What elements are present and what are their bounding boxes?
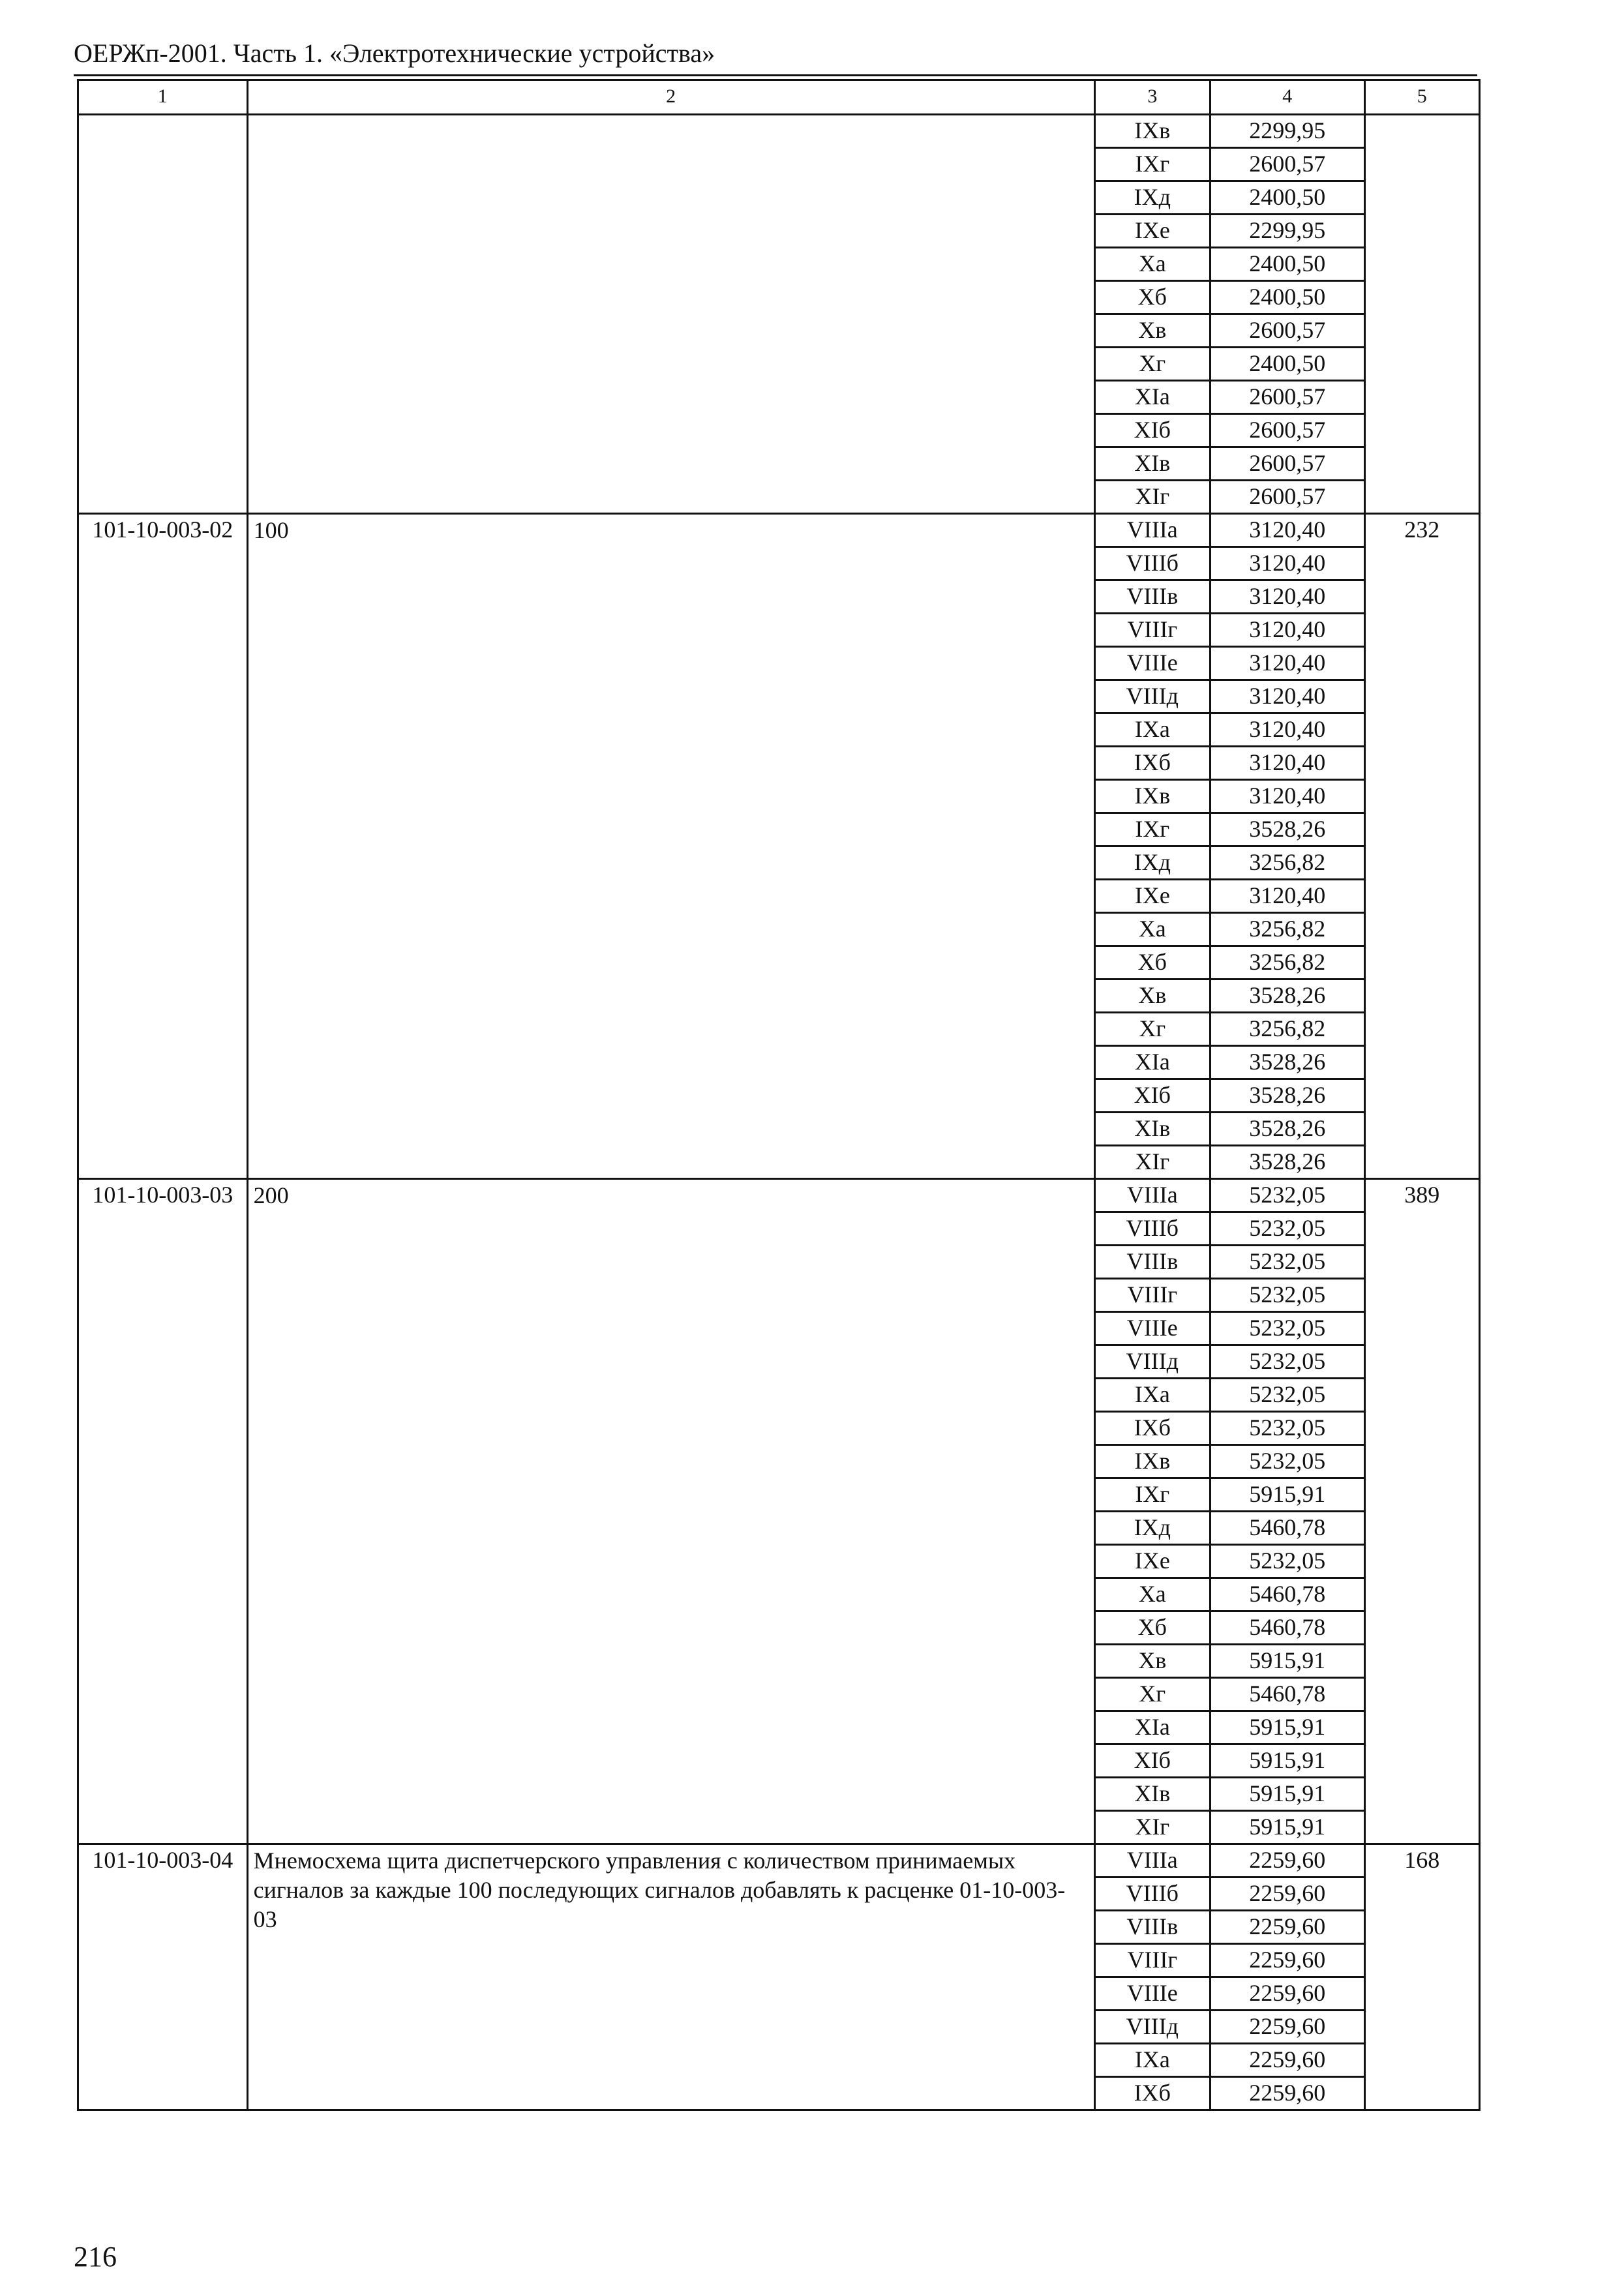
item-code: 101-10-003-03 (78, 1179, 248, 1844)
zone-class: Xа (1094, 248, 1210, 281)
zone-class: XIа (1094, 1711, 1210, 1744)
price-value: 3120,40 (1210, 747, 1365, 780)
column-header-5: 5 (1364, 80, 1479, 115)
zone-class: Xг (1094, 348, 1210, 381)
zone-class: XIб (1094, 1079, 1210, 1113)
zone-class: IXе (1094, 215, 1210, 248)
zone-class: VIIIв (1094, 1246, 1210, 1279)
zone-class: Xв (1094, 314, 1210, 348)
item-description-cell (247, 514, 1094, 1179)
price-value: 3120,40 (1210, 580, 1365, 614)
price-value: 5232,05 (1210, 1445, 1365, 1478)
price-table (77, 79, 1481, 2111)
price-value: 2600,57 (1210, 447, 1365, 481)
zone-class: Xв (1094, 980, 1210, 1013)
zone-class: XIб (1094, 1744, 1210, 1778)
zone-class: IXв (1094, 1445, 1210, 1478)
zone-class: VIIIд (1094, 680, 1210, 713)
price-value: 2259,60 (1210, 1911, 1365, 1944)
price-value: 5915,91 (1210, 1645, 1365, 1678)
table-row (78, 1844, 1480, 1878)
price-value: 5232,05 (1210, 1212, 1365, 1246)
item-description (254, 115, 1094, 117)
zone-class: VIIIе (1094, 1312, 1210, 1345)
price-value: 3120,40 (1210, 647, 1365, 680)
zone-class: VIIIг (1094, 614, 1210, 647)
zone-class: XIг (1094, 481, 1210, 514)
price-value: 5232,05 (1210, 1179, 1365, 1212)
price-value: 2400,50 (1210, 181, 1365, 215)
price-value: 2400,50 (1210, 281, 1365, 314)
zone-class: VIIIв (1094, 580, 1210, 614)
price-value: 3256,82 (1210, 913, 1365, 946)
price-value: 2600,57 (1210, 381, 1365, 414)
zone-class: IXг (1094, 1478, 1210, 1512)
price-value: 3120,40 (1210, 780, 1365, 813)
price-value: 2259,60 (1210, 1977, 1365, 2011)
price-value: 2259,60 (1210, 2077, 1365, 2110)
zone-class: IXв (1094, 115, 1210, 148)
zone-class: XIг (1094, 1811, 1210, 1844)
price-value: 5232,05 (1210, 1545, 1365, 1578)
zone-class: XIб (1094, 414, 1210, 447)
page-header-title: ОЕРЖп-2001. Часть 1. «Электротехнические устройства» (74, 38, 715, 68)
column-header-1: 1 (78, 80, 248, 115)
price-value: 3528,26 (1210, 1046, 1365, 1079)
price-value: 3528,26 (1210, 1146, 1365, 1179)
zone-class: VIIIа (1094, 514, 1210, 547)
zone-class: VIIIд (1094, 1345, 1210, 1379)
item-description: Мнемосхема щита диспетчерского управления с количеством принимаемых сигналов за каждые 100 последующих сигналов добавлять к расценке 01-10-003-03 (253, 1848, 1066, 1932)
price-value: 3120,40 (1210, 547, 1365, 580)
item-description-cell (247, 1844, 1094, 2110)
column-header-4: 4 (1210, 80, 1365, 115)
zone-class: IXд (1094, 181, 1210, 215)
price-value: 2600,57 (1210, 314, 1365, 348)
zone-class: VIIIа (1094, 1179, 1210, 1212)
price-value: 3528,26 (1210, 1079, 1365, 1113)
item-description-cell (247, 1179, 1094, 1844)
item-value: 389 (1364, 1179, 1479, 1844)
price-value: 2299,95 (1210, 115, 1365, 148)
zone-class: VIIIб (1094, 1212, 1210, 1246)
price-value: 5915,91 (1210, 1778, 1365, 1811)
zone-class: IXд (1094, 1512, 1210, 1545)
price-value: 2259,60 (1210, 1878, 1365, 1911)
price-value: 2600,57 (1210, 148, 1365, 181)
zone-class: XIа (1094, 1046, 1210, 1079)
price-value: 5232,05 (1210, 1379, 1365, 1412)
price-value: 2400,50 (1210, 348, 1365, 381)
price-value: 5915,91 (1210, 1744, 1365, 1778)
price-value: 5460,78 (1210, 1611, 1365, 1645)
price-value: 2259,60 (1210, 2011, 1365, 2044)
item-code: 101-10-003-02 (78, 514, 248, 1179)
price-value: 2600,57 (1210, 414, 1365, 447)
zone-class: Xа (1094, 1578, 1210, 1611)
zone-class: IXе (1094, 1545, 1210, 1578)
zone-class: VIIIг (1094, 1279, 1210, 1312)
zone-class: XIа (1094, 381, 1210, 414)
page-number: 216 (74, 2241, 117, 2273)
price-value: 5460,78 (1210, 1578, 1365, 1611)
price-value: 5915,91 (1210, 1811, 1365, 1844)
zone-class: IXв (1094, 780, 1210, 813)
zone-class: IXб (1094, 1412, 1210, 1445)
price-value: 3528,26 (1210, 980, 1365, 1013)
price-value: 5460,78 (1210, 1678, 1365, 1711)
zone-class: IXд (1094, 846, 1210, 880)
item-description: 100 (253, 517, 289, 543)
column-number-row (78, 80, 1480, 115)
price-value: 2259,60 (1210, 1944, 1365, 1977)
zone-class: XIв (1094, 1113, 1210, 1146)
price-value: 2400,50 (1210, 248, 1365, 281)
zone-class: IXе (1094, 880, 1210, 913)
price-value: 3120,40 (1210, 514, 1365, 547)
zone-class: VIIIб (1094, 547, 1210, 580)
zone-class: IXа (1094, 1379, 1210, 1412)
zone-class: Xа (1094, 913, 1210, 946)
price-value: 3120,40 (1210, 713, 1365, 747)
zone-class: VIIIе (1094, 1977, 1210, 2011)
price-value: 5232,05 (1210, 1412, 1365, 1445)
zone-class: IXб (1094, 747, 1210, 780)
zone-class: VIIIд (1094, 2011, 1210, 2044)
price-value: 3256,82 (1210, 946, 1365, 980)
zone-class: XIг (1094, 1146, 1210, 1179)
price-value: 5232,05 (1210, 1312, 1365, 1345)
zone-class: VIIIа (1094, 1844, 1210, 1878)
price-value: 5232,05 (1210, 1345, 1365, 1379)
item-code (78, 115, 248, 514)
item-description-cell (247, 115, 1094, 514)
price-value: 5232,05 (1210, 1279, 1365, 1312)
price-value: 5232,05 (1210, 1246, 1365, 1279)
column-header-2: 2 (247, 80, 1094, 115)
zone-class: IXа (1094, 713, 1210, 747)
item-value (1364, 115, 1479, 514)
zone-class: Xв (1094, 1645, 1210, 1678)
price-value: 3120,40 (1210, 614, 1365, 647)
price-value: 5915,91 (1210, 1478, 1365, 1512)
price-value: 3528,26 (1210, 1113, 1365, 1146)
item-value: 232 (1364, 514, 1479, 1179)
price-value: 5460,78 (1210, 1512, 1365, 1545)
header-divider (74, 74, 1477, 76)
price-value: 3120,40 (1210, 680, 1365, 713)
price-value: 2600,57 (1210, 481, 1365, 514)
zone-class: VIIIе (1094, 647, 1210, 680)
zone-class: IXб (1094, 2077, 1210, 2110)
zone-class: IXа (1094, 2044, 1210, 2077)
item-description: 200 (253, 1182, 289, 1208)
zone-class: VIIIв (1094, 1911, 1210, 1944)
zone-class: VIIIг (1094, 1944, 1210, 1977)
zone-class: XIв (1094, 1778, 1210, 1811)
price-value: 5915,91 (1210, 1711, 1365, 1744)
price-value: 3256,82 (1210, 846, 1365, 880)
item-code: 101-10-003-04 (78, 1844, 248, 2110)
table-row (78, 1179, 1480, 1212)
table-row (78, 115, 1480, 148)
zone-class: Xб (1094, 281, 1210, 314)
zone-class: Xг (1094, 1678, 1210, 1711)
zone-class: IXг (1094, 813, 1210, 846)
zone-class: Xб (1094, 1611, 1210, 1645)
zone-class: XIв (1094, 447, 1210, 481)
price-value: 2299,95 (1210, 215, 1365, 248)
column-header-3: 3 (1094, 80, 1210, 115)
price-value: 2259,60 (1210, 2044, 1365, 2077)
price-value: 3528,26 (1210, 813, 1365, 846)
zone-class: Xб (1094, 946, 1210, 980)
zone-class: VIIIб (1094, 1878, 1210, 1911)
item-value: 168 (1364, 1844, 1479, 2110)
zone-class: Xг (1094, 1013, 1210, 1046)
zone-class: IXг (1094, 148, 1210, 181)
price-value: 3256,82 (1210, 1013, 1365, 1046)
price-value: 3120,40 (1210, 880, 1365, 913)
price-table-body (78, 80, 1480, 2110)
table-row (78, 514, 1480, 547)
price-value: 2259,60 (1210, 1844, 1365, 1878)
